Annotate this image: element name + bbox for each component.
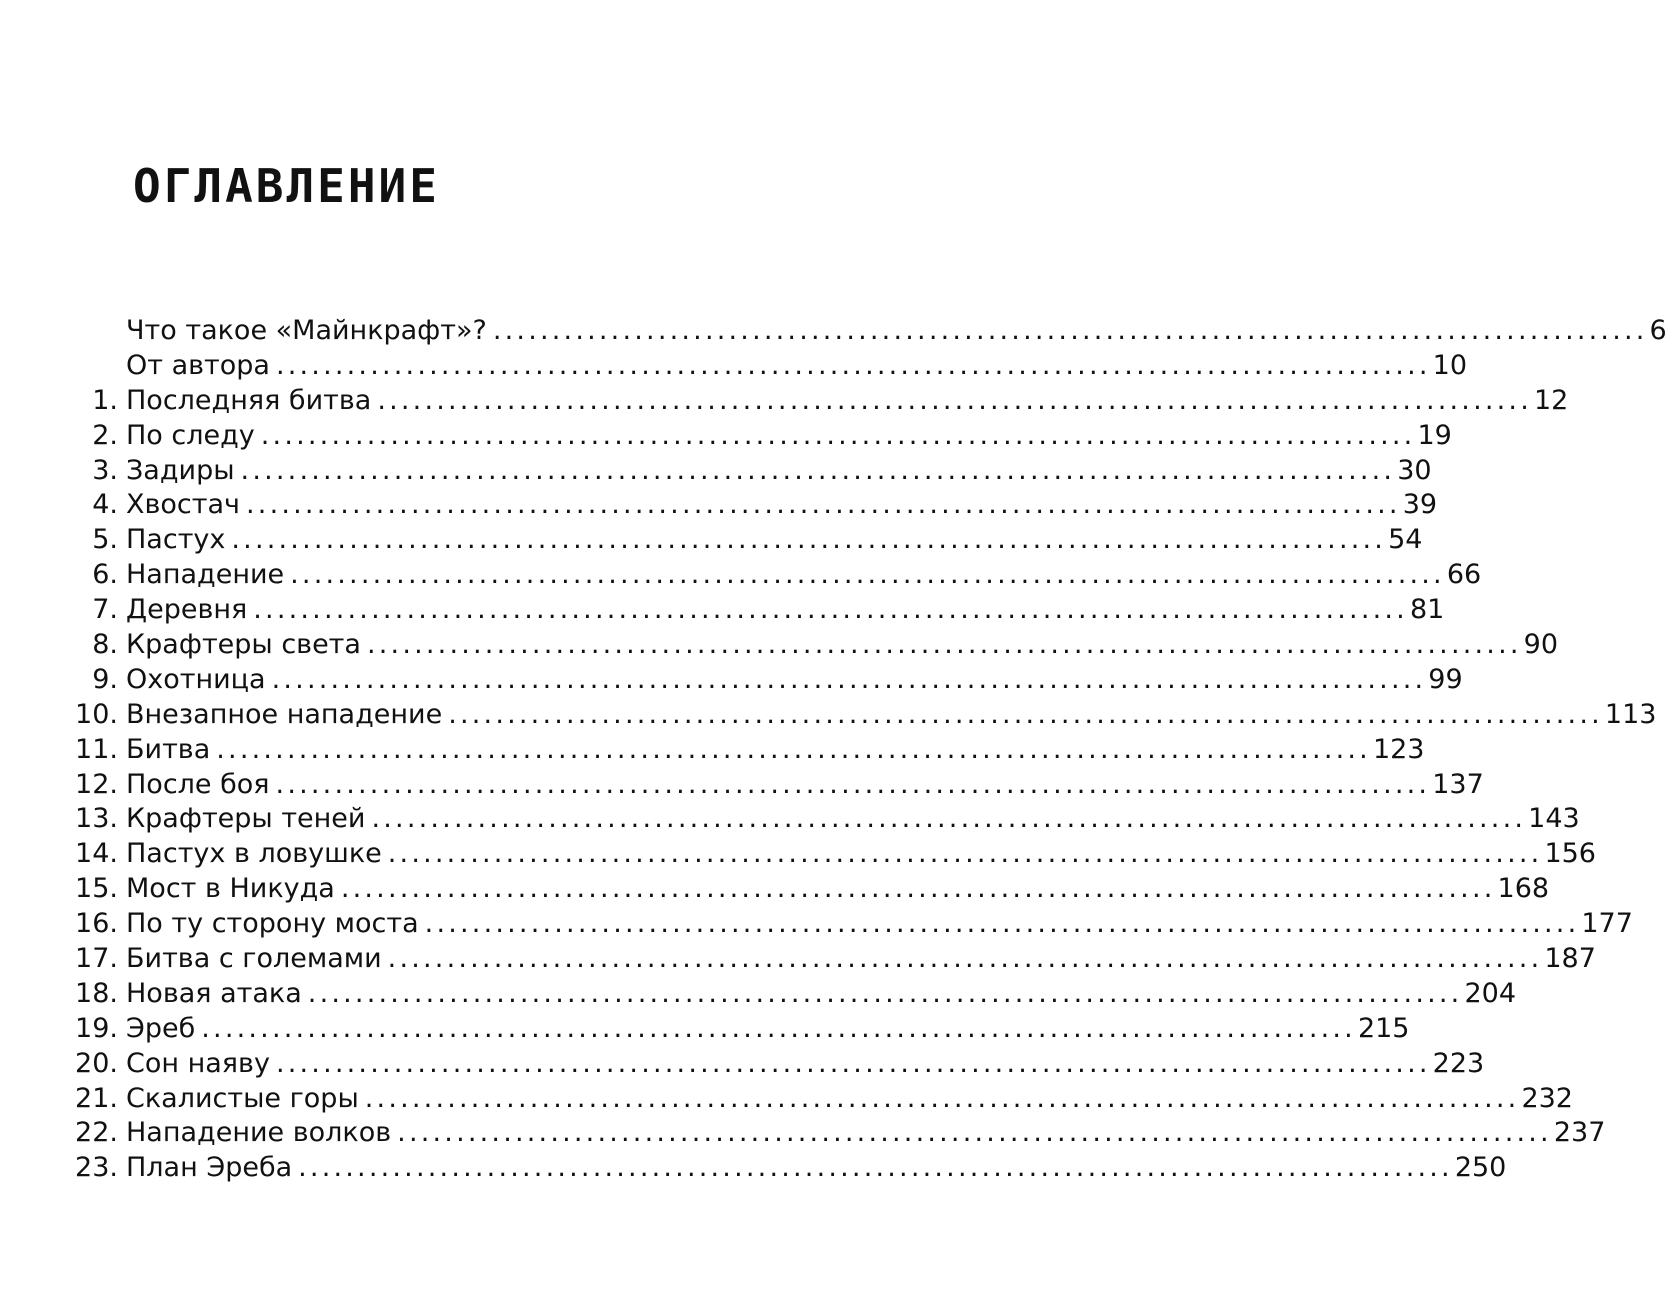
dot-leader: ..................................................................................................	[298, 1152, 1453, 1184]
page-number: 81	[1409, 594, 1445, 626]
chapter-number: 20.	[75, 1047, 118, 1079]
chapter-number: 4.	[92, 489, 118, 521]
chapter-title: Эреб	[126, 1012, 196, 1044]
dot-leader: ..................................................................................................	[216, 733, 1371, 765]
toc-entry[interactable]	[60, 872, 1550, 907]
chapter-title: Внезапное нападение	[126, 698, 443, 730]
dot-leader: ..................................................................................................	[201, 1012, 1356, 1044]
page-number: 143	[1528, 803, 1580, 835]
dot-leader: ..................................................................................................	[240, 454, 1396, 486]
chapter-title: Пастух в ловушке	[126, 838, 382, 870]
chapter-title: После боя	[126, 768, 270, 800]
chapter-number: 5.	[92, 524, 118, 556]
toc-entry[interactable]	[60, 1082, 1573, 1117]
dot-leader: ..................................................................................................	[340, 873, 1496, 905]
chapter-number: 19.	[75, 1012, 118, 1044]
dot-leader: ..................................................................................................	[275, 1047, 1431, 1079]
dot-leader: ..................................................................................................	[387, 943, 1543, 975]
toc-entry[interactable]	[60, 488, 1438, 523]
dot-leader: ..................................................................................................	[366, 629, 1522, 661]
chapter-title: Деревня	[126, 594, 248, 626]
chapter-title: Нападение волков	[126, 1117, 392, 1149]
toc-entry[interactable]	[60, 628, 1559, 663]
page-number: 66	[1446, 559, 1482, 591]
toc-entry[interactable]	[60, 663, 1463, 698]
toc-entry[interactable]	[60, 384, 1569, 419]
page-number: 156	[1544, 838, 1596, 870]
toc-entry[interactable]	[60, 1116, 1606, 1151]
page-number: 54	[1388, 524, 1423, 556]
chapter-number: 17.	[75, 943, 118, 975]
chapter-number: 1.	[92, 384, 118, 416]
dot-leader: ..................................................................................................	[253, 594, 1408, 626]
page-title: ОГЛАВЛЕНИЕ	[133, 159, 440, 213]
dot-leader: ..................................................................................................	[377, 384, 1532, 416]
chapter-number: 22.	[75, 1117, 118, 1149]
chapter-title: Последняя битва	[126, 384, 372, 416]
chapter-number: 8.	[92, 629, 118, 661]
page-number: 223	[1432, 1047, 1485, 1079]
chapter-number: 2.	[92, 419, 118, 451]
toc-entry[interactable]	[60, 837, 1596, 872]
chapter-number: 10.	[75, 698, 118, 730]
dot-leader: ..................................................................................................	[231, 524, 1387, 556]
page-number: 12	[1534, 384, 1569, 416]
toc-entry[interactable]	[60, 523, 1423, 558]
page-number: 39	[1402, 489, 1438, 521]
chapter-title: Новая атака	[126, 977, 302, 1009]
chapter-number: 16.	[75, 908, 118, 940]
page-number: 137	[1432, 768, 1484, 800]
chapter-number: 9.	[92, 663, 118, 695]
chapter-number: 3.	[92, 454, 118, 486]
dot-leader: ..................................................................................................	[448, 698, 1603, 730]
dot-leader: ..................................................................................................	[290, 559, 1445, 591]
dot-leader: ..................................................................................................	[271, 663, 1427, 695]
chapter-title: Сон наяву	[126, 1047, 270, 1079]
page-number: 123	[1372, 733, 1425, 765]
chapter-number: 18.	[75, 977, 118, 1009]
chapter-title: Крафтеры теней	[126, 803, 366, 835]
chapter-number: 14.	[75, 838, 118, 870]
page-number: 232	[1521, 1082, 1573, 1114]
toc-entry[interactable]	[60, 558, 1482, 593]
toc-entry[interactable]	[60, 977, 1517, 1012]
chapter-number: 15.	[75, 873, 118, 905]
chapter-number: 12.	[75, 768, 118, 800]
chapter-title: По ту сторону моста	[126, 908, 419, 940]
page-number: 113	[1604, 698, 1657, 730]
chapter-title: От автора	[126, 349, 270, 381]
page-number: 19	[1417, 419, 1452, 451]
dot-leader: ..................................................................................................	[364, 1082, 1520, 1114]
toc-entry[interactable]	[60, 1151, 1507, 1186]
toc-entry[interactable]	[60, 802, 1580, 837]
toc-entry[interactable]	[60, 907, 1633, 942]
chapter-number: 11.	[75, 733, 118, 765]
page-number: 99	[1428, 663, 1463, 695]
dot-leader: ..................................................................................................	[260, 419, 1416, 451]
dot-leader: ..................................................................................................	[275, 768, 1431, 800]
chapter-title: Мост в Никуда	[126, 873, 335, 905]
dot-leader: ..................................................................................................	[424, 908, 1580, 940]
toc-entry[interactable]	[60, 1047, 1485, 1082]
dot-leader: ..................................................................................................	[371, 803, 1527, 835]
page-number: 187	[1544, 943, 1596, 975]
chapter-title: По следу	[126, 419, 255, 451]
toc-entry[interactable]	[60, 349, 1467, 384]
page-number: 177	[1581, 908, 1633, 940]
chapter-number: 13.	[75, 803, 118, 835]
toc-entry[interactable]	[60, 419, 1452, 454]
chapter-title: Задиры	[126, 454, 235, 486]
chapter-number: 6.	[92, 559, 118, 591]
toc-entry[interactable]	[60, 314, 1667, 349]
page-number: 237	[1553, 1117, 1606, 1149]
chapter-title: Нападение	[126, 559, 285, 591]
dot-leader: ..................................................................................................	[492, 315, 1648, 346]
toc-entry[interactable]	[60, 454, 1432, 489]
chapter-title: Битва с големами	[126, 943, 382, 975]
page-number: 90	[1523, 629, 1559, 661]
page-number: 168	[1497, 873, 1550, 905]
chapter-number: 23.	[75, 1152, 118, 1184]
toc-entry[interactable]	[60, 768, 1484, 803]
dot-leader: ..................................................................................................	[275, 349, 1431, 381]
page-number: 250	[1454, 1152, 1507, 1184]
chapter-title: Пастух	[126, 524, 226, 556]
page-number: 10	[1432, 349, 1467, 381]
chapter-title: Охотница	[126, 663, 266, 695]
dot-leader: ..................................................................................................	[307, 977, 1463, 1009]
page-number: 30	[1397, 454, 1432, 486]
chapter-title: Битва	[126, 733, 211, 765]
dot-leader: ..................................................................................................	[397, 1117, 1552, 1149]
page-number: 215	[1357, 1012, 1410, 1044]
toc-entry[interactable]	[60, 1012, 1410, 1047]
toc-entry[interactable]	[60, 593, 1445, 628]
chapter-number: 21.	[75, 1082, 118, 1114]
page-number: 204	[1464, 977, 1517, 1009]
dot-leader: ..................................................................................................	[246, 489, 1401, 521]
chapter-title: План Эреба	[126, 1152, 293, 1184]
chapter-title: Хвостач	[126, 489, 240, 521]
chapter-title: Скалистые горы	[126, 1082, 359, 1114]
toc-entry[interactable]	[60, 733, 1425, 768]
chapter-title: Крафтеры света	[126, 629, 361, 661]
chapter-title: Что такое «Майнкрафт»?	[126, 315, 487, 346]
toc-entry[interactable]	[60, 698, 1657, 733]
chapter-number: 7.	[92, 594, 118, 626]
toc-entry[interactable]	[60, 942, 1596, 977]
table-of-contents	[60, 314, 1667, 1186]
page-number: 6	[1649, 315, 1667, 346]
dot-leader: ..................................................................................................	[387, 838, 1543, 870]
